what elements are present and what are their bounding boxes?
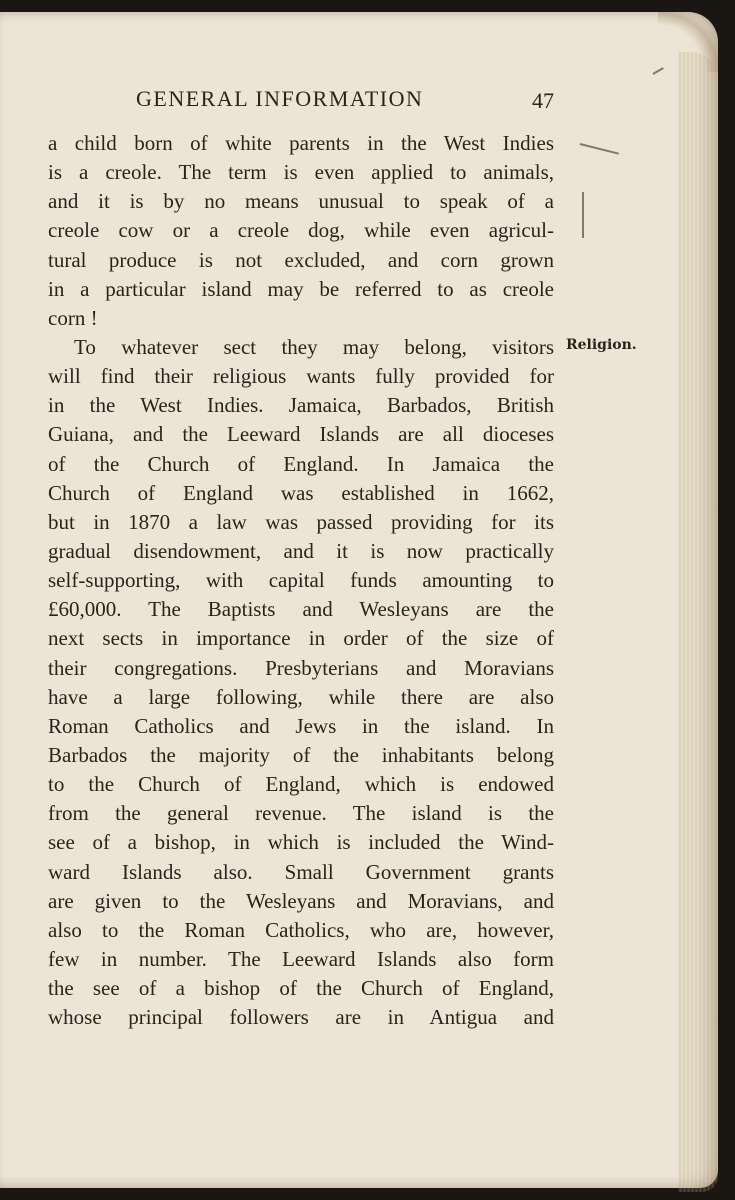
text-line: next sects in importance in order of the size of: [48, 626, 554, 651]
text-line: To whatever sect they may belong, visitors: [74, 334, 554, 359]
running-head: [48, 86, 554, 116]
page-number: 47: [532, 88, 554, 113]
text-line: but in 1870 a law was passed providing for its: [48, 509, 554, 534]
text-line: in a particular island may be referred to as creole: [48, 276, 554, 301]
text-line: Roman Catholics and Jews in the island. In: [48, 713, 554, 738]
text-line: to the Church of England, which is endowed: [48, 772, 554, 797]
text-line: creole cow or a creole dog, while even agricul-: [48, 218, 554, 243]
text-line: whose principal followers are in Antigua and: [48, 1005, 554, 1030]
text-line: Church of England was established in 1662,: [48, 480, 554, 505]
text-line: ward Islands also. Small Government grants: [48, 859, 554, 884]
text-line: £60,000. The Baptists and Wesleyans are the: [48, 597, 554, 622]
text-line: a child born of white parents in the West Indies: [48, 131, 554, 155]
text-line: few in number. The Leeward Islands also form: [48, 946, 554, 971]
text-line: have a large following, while there are also: [48, 684, 554, 709]
text-line: gradual disendowment, and it is now practically: [48, 538, 554, 563]
text-line: see of a bishop, in which is included the Wind-: [48, 830, 554, 855]
text-line: from the general revenue. The island is the: [48, 801, 554, 826]
text-line: their congregations. Presbyterians and Moravians: [48, 655, 554, 680]
text-line: self-supporting, with capital funds amounting to: [48, 568, 554, 593]
text-line: in the West Indies. Jamaica, Barbados, British: [48, 393, 554, 418]
pencil-mark: [582, 192, 584, 238]
text-line: also to the Roman Catholics, who are, however,: [48, 917, 554, 942]
text-line: Guiana, and the Leeward Islands are all dioceses: [48, 422, 554, 447]
running-head-title: GENERAL INFORMATION: [136, 86, 424, 111]
text-line: of the Church of England. In Jamaica the: [48, 451, 554, 476]
text-line: and it is by no means unusual to speak of a: [48, 189, 554, 214]
page-edge-shading: [678, 52, 718, 1192]
text-line: Barbados the majority of the inhabitants belong: [48, 742, 554, 767]
text-line: corn !: [48, 305, 98, 330]
text-line: the see of a bishop of the Church of England,: [48, 976, 554, 1001]
text-line: are given to the Wesleyans and Moravians, and: [48, 888, 554, 913]
margin-sidenote-religion: Religion.: [566, 337, 637, 353]
text-line: will find their religious wants fully provided for: [48, 364, 554, 389]
page-corner-curl: [658, 12, 718, 72]
text-line: is a creole. The term is even applied to animals,: [48, 160, 554, 185]
text-line: tural produce is not excluded, and corn grown: [48, 247, 554, 272]
body-text: [48, 129, 554, 1032]
